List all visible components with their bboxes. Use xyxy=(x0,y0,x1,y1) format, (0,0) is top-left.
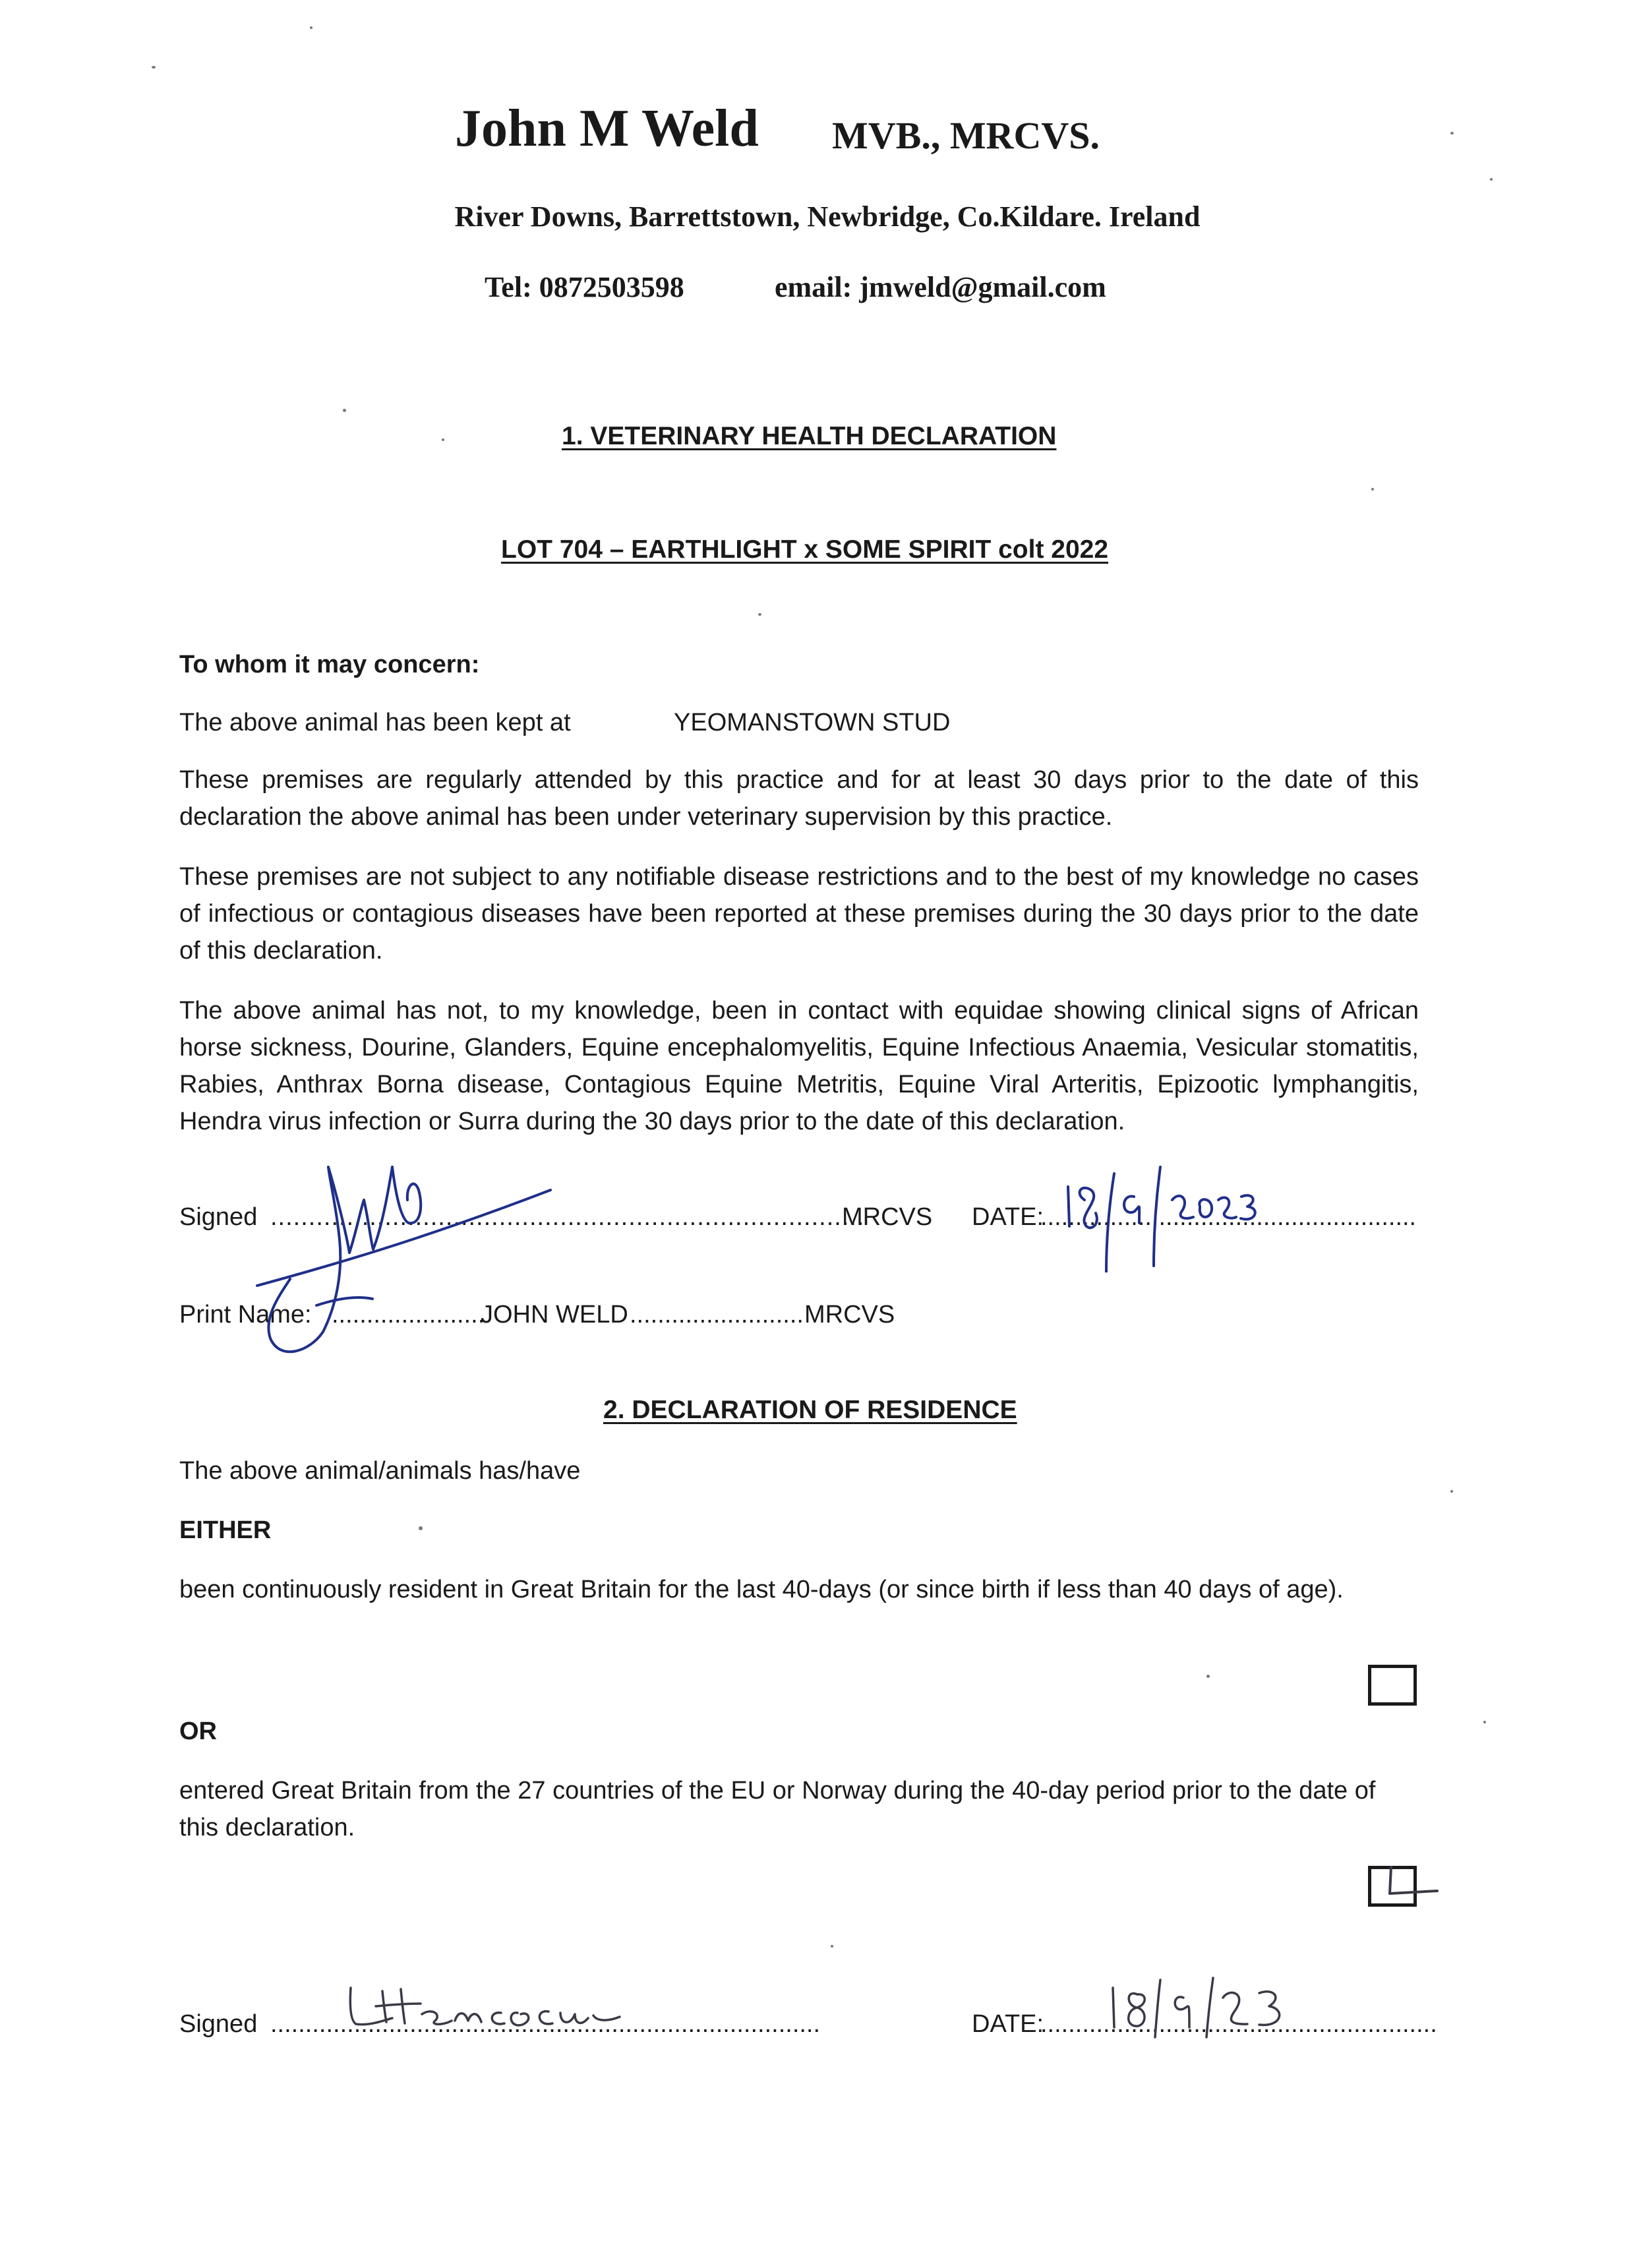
vet-telephone: Tel: 0872503598 xyxy=(485,271,684,303)
option1-checkbox[interactable] xyxy=(1368,1665,1417,1706)
scan-speck xyxy=(419,1526,423,1530)
print-name-suffix: MRCVS xyxy=(804,1301,895,1328)
owner-date-line[interactable]: ......................................................... xyxy=(1040,2010,1437,2038)
vet-name: John M Weld xyxy=(455,100,759,158)
scan-speck xyxy=(442,438,444,441)
kept-at-label: The above animal has been kept at xyxy=(179,709,571,736)
disease-contact-paragraph: The above animal has not, to my knowledge, been in contact with equidae showing clinical signs of African horse sickness, Dourine, Glanders, Equine encephalomyelitis, Equine Infectious Anaemia, Vesicular stomatitis, Rabies, Anthrax Borna disease, Contagious Equine Metritis, Equine Viral Arteritis, Epizootic lymphangitis, Hendra virus infection or Surra during the 30 days prior to the date of this declaration. xyxy=(179,997,1419,1135)
vet-signed-suffix: MRCVS xyxy=(842,1203,933,1231)
scan-speck xyxy=(758,613,761,616)
owner-signature-line[interactable]: ............................................................................... xyxy=(270,2010,821,2038)
supervision-paragraph: These premises are regularly attended by this practice and for at least 30 days prior to the date of this declaration the above animal has been under veterinary supervision by this practice. xyxy=(179,766,1419,831)
kept-at-value: YEOMANSTOWN STUD xyxy=(674,709,951,736)
owner-date-handwritten xyxy=(1101,1975,1312,2041)
vet-signature-ink xyxy=(251,1108,567,1371)
residence-intro: The above animal/animals has/have xyxy=(179,1457,581,1485)
scan-speck xyxy=(1450,132,1454,134)
scan-speck xyxy=(310,26,312,29)
salutation: To whom it may concern: xyxy=(179,651,480,678)
section2-heading: 2. DECLARATION OF RESIDENCE xyxy=(603,1396,1017,1424)
vet-signed-label: Signed xyxy=(179,1203,258,1231)
scan-speck xyxy=(1371,488,1374,491)
scan-speck xyxy=(343,409,346,412)
vet-signature-line[interactable]: .............................................................................. xyxy=(270,1203,865,1231)
print-name-dots-before: ...................... xyxy=(332,1301,485,1328)
vet-email: email: jmweld@gmail.com xyxy=(775,271,1106,303)
scan-speck xyxy=(1483,1721,1486,1723)
vet-date-label: DATE: xyxy=(972,1203,1044,1231)
owner-date-label: DATE: xyxy=(972,2010,1044,2038)
option1-text: been continuously resident in Great Britain for the last 40-days (or since birth if less than 40 days of age). xyxy=(179,1576,1344,1603)
section1-heading: 1. VETERINARY HEALTH DECLARATION xyxy=(562,422,1057,450)
scan-speck xyxy=(152,66,156,69)
vet-qualifications: MVB., MRCVS. xyxy=(832,114,1100,157)
option2-text: entered Great Britain from the 27 countries of the EU or Norway during the 40-day period prior to the date of this declaration. xyxy=(179,1777,1376,1841)
vet-address: River Downs, Barrettstown, Newbridge, Co.Kildare. Ireland xyxy=(454,200,1201,233)
owner-signed-label: Signed xyxy=(179,2010,258,2038)
either-label: EITHER xyxy=(179,1516,272,1544)
vet-date-handwritten xyxy=(1055,1160,1266,1272)
scan-speck xyxy=(1490,178,1493,181)
restrictions-paragraph: These premises are not subject to any notifiable disease restrictions and to the best of my knowledge no cases of infectious or contagious diseases have been reported at these premises during the 30 days prior to the date of this declaration. xyxy=(179,863,1419,965)
or-label: OR xyxy=(179,1717,217,1745)
scan-speck xyxy=(1206,1675,1210,1678)
print-name-label: Print Name: xyxy=(179,1301,312,1328)
scan-speck xyxy=(831,1945,833,1948)
owner-signature-ink xyxy=(343,1975,712,2047)
print-name-value[interactable]: JOHN WELD xyxy=(481,1301,628,1328)
vet-date-line[interactable]: ...................................................... xyxy=(1040,1203,1417,1231)
print-name-dots-after: ......................... xyxy=(630,1301,804,1328)
scan-speck xyxy=(1450,1490,1453,1493)
option2-tick-mark xyxy=(1371,1859,1444,1912)
lot-heading: LOT 704 – EARTHLIGHT x SOME SPIRIT colt 2022 xyxy=(501,535,1109,564)
